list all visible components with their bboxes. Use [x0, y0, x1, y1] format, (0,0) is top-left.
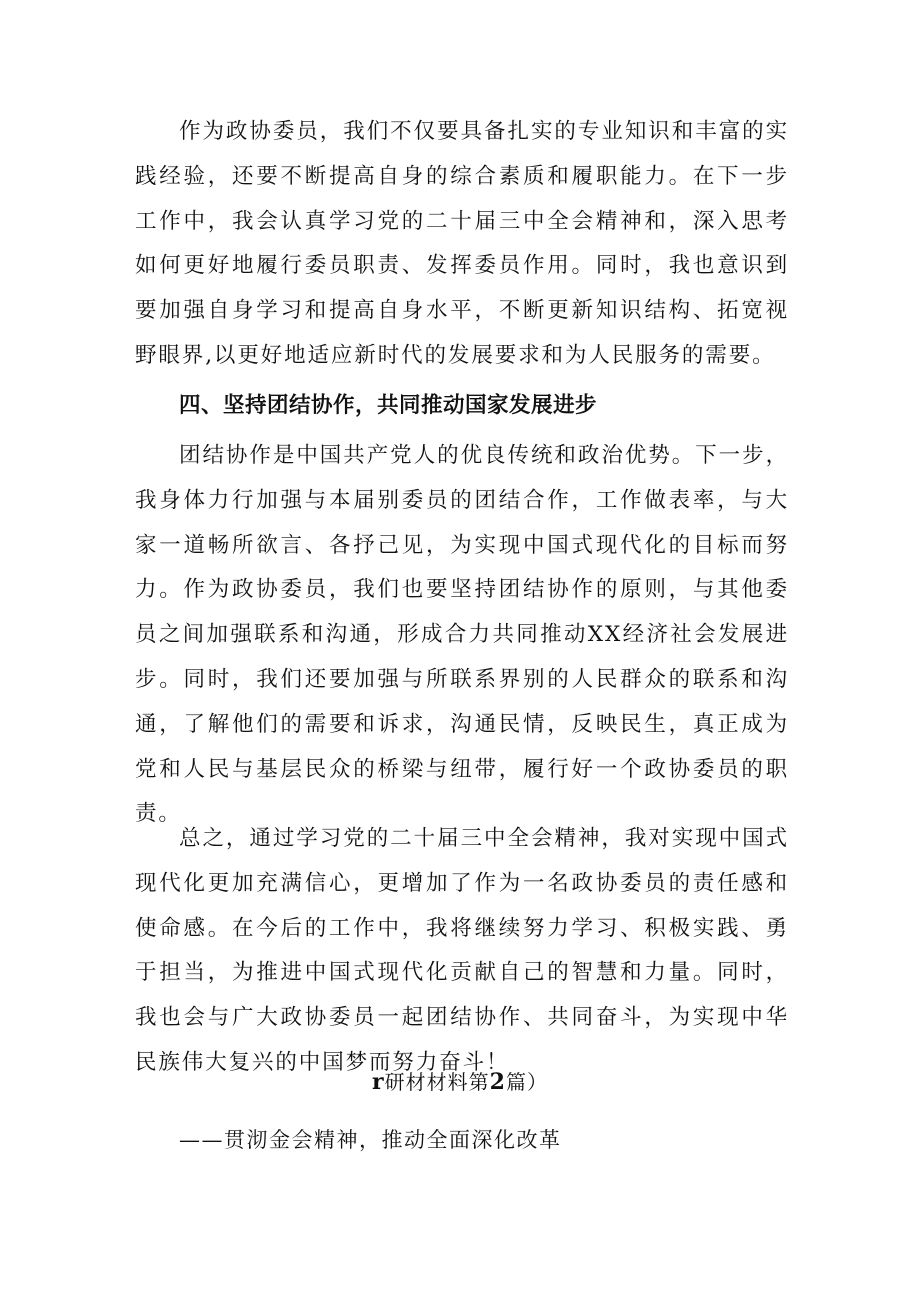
article-title-main: 研材材料第 — [384, 1070, 490, 1094]
article-title-prefix: r — [372, 1069, 385, 1095]
section-heading-4: 四、坚持团结协作，共同推动国家发展进步 — [179, 393, 598, 418]
body-paragraph-3: 总之，通过学习党的二十届三中全会精神，我对实现中国式现代化更加充满信心，更增加了作为一名政协委员的责任感和使命感。在今后的工作中，我将继续努力学习、积极实践、勇于担当，为推进中国式现代化贡献自己的智慧和力量。同时，我也会与广大政协委员一起团结协作、共同奋斗，为实现中华民族伟大复兴的中国梦而努力奋斗！ — [135, 826, 789, 1075]
article-title-number: 2 — [489, 1069, 506, 1095]
article-title-suffix: 篇） — [505, 1070, 548, 1094]
article-title — [0, 1064, 920, 1100]
body-paragraph-1: 作为政协委员，我们不仅要具备扎实的专业知识和丰富的实践经验，还要不断提高自身的综合素质和履职能力。在下一步工作中，我会认真学习党的二十届三中全会精神和，深入思考如何更好地履行委员职责、发挥委员作用。同时，我也意识到要加强自身学习和提高自身水平，不断更新知识结构、拓宽视野眼界,以更好地适应新时代的发展要求和为人民服务的需要。 — [135, 119, 789, 368]
body-paragraph-2: 团结协作是中国共产党人的优良传统和政治优势。下一步，我身体力行加强与本届别委员的团结合作，工作做表率，与大家一道畅所欲言、各抒己见，为实现中国式现代化的目标而努力。作为政协委员，我们也要坚持团结协作的原则，与其他委员之间加强联系和沟通，形成合力共同推动XX经济社会发展进步。同时，我们还要加强与所联系界别的人民群众的联系和沟通，了解他们的需要和诉求，沟通民情，反映民生，真正成为党和人民与基层民众的桥梁与纽带，履行好一个政协委员的职责。 — [135, 443, 789, 827]
article-subtitle: ——贯沏金会精神，推动全面深化改革 — [179, 1128, 562, 1152]
